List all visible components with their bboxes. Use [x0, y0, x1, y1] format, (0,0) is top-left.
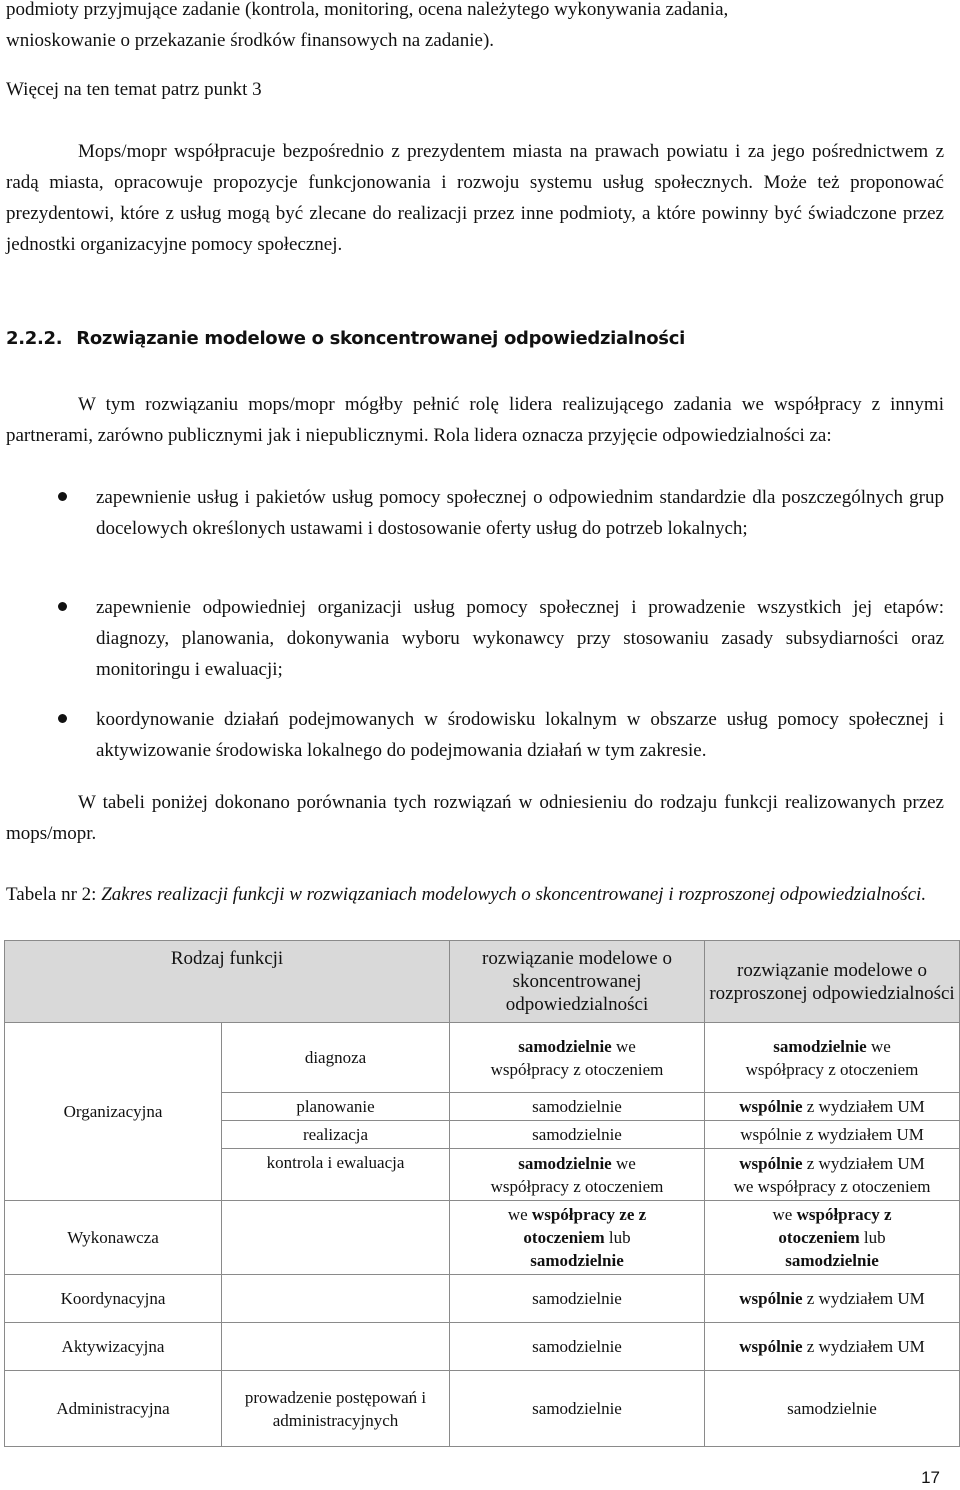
paragraph-mops-cooperation	[6, 136, 944, 260]
list-item	[96, 592, 944, 685]
section-heading	[6, 328, 685, 349]
cell-text: z wydziałem UM	[802, 1337, 925, 1356]
sub-prowadzenie: prowadzenie postępowań i administracyjnych	[222, 1371, 450, 1447]
paragraph-intro	[6, 0, 944, 56]
cell-text: we	[611, 1153, 636, 1173]
sub-planowanie: planowanie	[222, 1093, 450, 1121]
header-concentrated: rozwiązanie modelowe o skoncentrowanej odpowiedzialności	[450, 941, 705, 1023]
cell-text: z wydziałem UM	[802, 1153, 925, 1173]
cell-text-bold: samodzielnie	[518, 1036, 612, 1056]
paragraph-mops-text: Mops/mopr współpracuje bezpośrednio z prezydentem miasta na prawach powiatu i za jego pośrednictwem z radą miasta, opracowuje propozycje funkcjonowania i rozwoju systemu usług społecznych. Może też proponować prezydentowi, które z usług mogą być zlecane do realizacji przez inne podmioty, a które powinny być świadczone przez jednostki organizacyjne pomocy społecznej.	[6, 141, 944, 255]
cell-text: we współpracy z otoczeniem	[733, 1176, 931, 1196]
bullet-icon	[58, 602, 67, 611]
caption-label: Tabela nr 2:	[6, 884, 102, 905]
cell-text-bold: współpracy z	[796, 1205, 892, 1224]
cell-diagnoza-dispersed	[705, 1023, 960, 1093]
list-item-text: koordynowanie działań podejmowanych w środowisku lokalnym w obszarze usług pomocy społecznej i aktywizowanie środowiska lokalnego do podejmowania działań w tym zakresie.	[96, 709, 944, 761]
cell-aktywizacyjna-dispersed	[705, 1323, 960, 1371]
sub-empty	[222, 1201, 450, 1275]
category-organizacyjna: Organizacyjna	[5, 1023, 222, 1201]
table-row	[5, 1371, 960, 1447]
cell-text-bold: otoczeniem	[778, 1228, 860, 1247]
cell-text: współpracy z otoczeniem	[490, 1059, 664, 1079]
cell-koordynacyjna-dispersed	[705, 1275, 960, 1323]
table-row	[5, 1275, 960, 1323]
cell-text-bold: samodzielnie	[530, 1251, 624, 1270]
cell-text-bold: wspólnie	[739, 1153, 803, 1173]
sub-diagnoza: diagnoza	[222, 1023, 450, 1093]
cell-text: we	[772, 1205, 797, 1224]
sub-empty	[222, 1323, 450, 1371]
section-number: 2.2.2.	[6, 328, 63, 349]
cell-planowanie-dispersed	[705, 1093, 960, 1121]
sub-kontrola: kontrola i ewaluacja	[222, 1149, 450, 1201]
header-function-type: Rodzaj funkcji	[5, 941, 450, 1023]
functions-table	[4, 940, 960, 1447]
table-caption	[6, 880, 944, 909]
list-item-text: zapewnienie usług i pakietów usług pomocy społecznej o odpowiednim standardzie dla poszczególnych grup docelowych określonych ustawami i dostosowanie oferty usług do potrzeb lokalnych;	[96, 487, 944, 539]
table-header-row	[5, 941, 960, 1023]
cell-text-bold: samodzielnie	[773, 1036, 867, 1056]
cell-diagnoza-concentrated	[450, 1023, 705, 1093]
table-row	[5, 1323, 960, 1371]
section-title: Rozwiązanie modelowe o skoncentrowanej odpowiedzialności	[76, 328, 685, 349]
cell-aktywizacyjna-concentrated: samodzielnie	[450, 1323, 705, 1371]
sub-realizacja: realizacja	[222, 1121, 450, 1149]
bullet-icon	[58, 492, 67, 501]
cell-text-bold: wspólnie	[739, 1289, 803, 1308]
cell-realizacja-dispersed: wspólnie z wydziałem UM	[705, 1121, 960, 1149]
cell-text-bold: współpracy ze z	[531, 1205, 647, 1224]
list-item	[96, 704, 944, 766]
list-item	[96, 482, 944, 544]
cell-text-bold: wspólnie	[739, 1337, 803, 1356]
header-dispersed: rozwiązanie modelowe o rozproszonej odpowiedzialności	[705, 941, 960, 1023]
list-item-text: zapewnienie odpowiedniej organizacji usług pomocy społecznej i prowadzenie wszystkich jej etapów: diagnozy, planowania, dokonywania wyboru wykonawcy przy stosowaniu zasady subsydiarności oraz monitoringu i ewaluacji;	[96, 597, 944, 680]
paragraph-table-intro-text: W tabeli poniżej dokonano porównania tych rozwiązań w odniesieniu do rodzaju funkcji realizowanych przez mops/mopr.	[6, 792, 944, 844]
cell-kontrola-concentrated	[450, 1149, 705, 1201]
cell-text: lub	[859, 1228, 886, 1247]
sub-empty	[222, 1275, 450, 1323]
paragraph-leader-role	[6, 389, 944, 451]
cell-text: we	[507, 1205, 532, 1224]
page-number: 17	[921, 1468, 940, 1487]
paragraph-intro-line1: podmioty przyjmujące zadanie (kontrola, monitoring, ocena należytego wykonywania zadania,	[6, 0, 729, 20]
cell-text-bold: otoczeniem	[523, 1228, 605, 1247]
paragraph-intro-line2: wnioskowanie o przekazanie środków finansowych na zadanie).	[6, 30, 495, 51]
category-koordynacyjna: Koordynacyjna	[5, 1275, 222, 1323]
cell-administracyjna-dispersed: samodzielnie	[705, 1371, 960, 1447]
cell-planowanie-concentrated: samodzielnie	[450, 1093, 705, 1121]
caption-title: Zakres realizacji funkcji w rozwiązaniach modelowych o skoncentrowanej i rozproszonej odpowiedzialności.	[101, 884, 927, 905]
cell-wykonawcza-concentrated	[450, 1201, 705, 1275]
cell-text-bold: samodzielnie	[518, 1153, 612, 1173]
cell-text-bold: samodzielnie	[785, 1251, 879, 1270]
cell-text: we	[611, 1036, 636, 1056]
cell-administracyjna-concentrated: samodzielnie	[450, 1371, 705, 1447]
table-row	[5, 1023, 960, 1093]
paragraph-table-intro	[6, 787, 944, 849]
paragraph-reference: Więcej na ten temat patrz punkt 3	[6, 79, 262, 100]
table-row	[5, 1201, 960, 1275]
cell-text: lub	[604, 1228, 631, 1247]
cell-wykonawcza-dispersed	[705, 1201, 960, 1275]
cell-realizacja-concentrated: samodzielnie	[450, 1121, 705, 1149]
category-aktywizacyjna: Aktywizacyjna	[5, 1323, 222, 1371]
cell-koordynacyjna-concentrated: samodzielnie	[450, 1275, 705, 1323]
paragraph-leader-text: W tym rozwiązaniu mops/mopr mógłby pełnić rolę lidera realizującego zadania we współpracy z innymi partnerami, zarówno publicznymi jak i niepublicznymi. Rola lidera oznacza przyjęcie odpowiedzialności za:	[6, 394, 944, 446]
cell-text: współpracy z otoczeniem	[745, 1059, 919, 1079]
cell-kontrola-dispersed	[705, 1149, 960, 1201]
category-wykonawcza: Wykonawcza	[5, 1201, 222, 1275]
cell-text: we	[866, 1036, 891, 1056]
cell-text: z wydziałem UM	[802, 1289, 925, 1308]
cell-text: z wydziałem UM	[802, 1097, 925, 1116]
category-administracyjna: Administracyjna	[5, 1371, 222, 1447]
cell-text-bold: wspólnie	[739, 1097, 803, 1116]
bullet-icon	[58, 714, 67, 723]
cell-text: współpracy z otoczeniem	[490, 1176, 664, 1196]
